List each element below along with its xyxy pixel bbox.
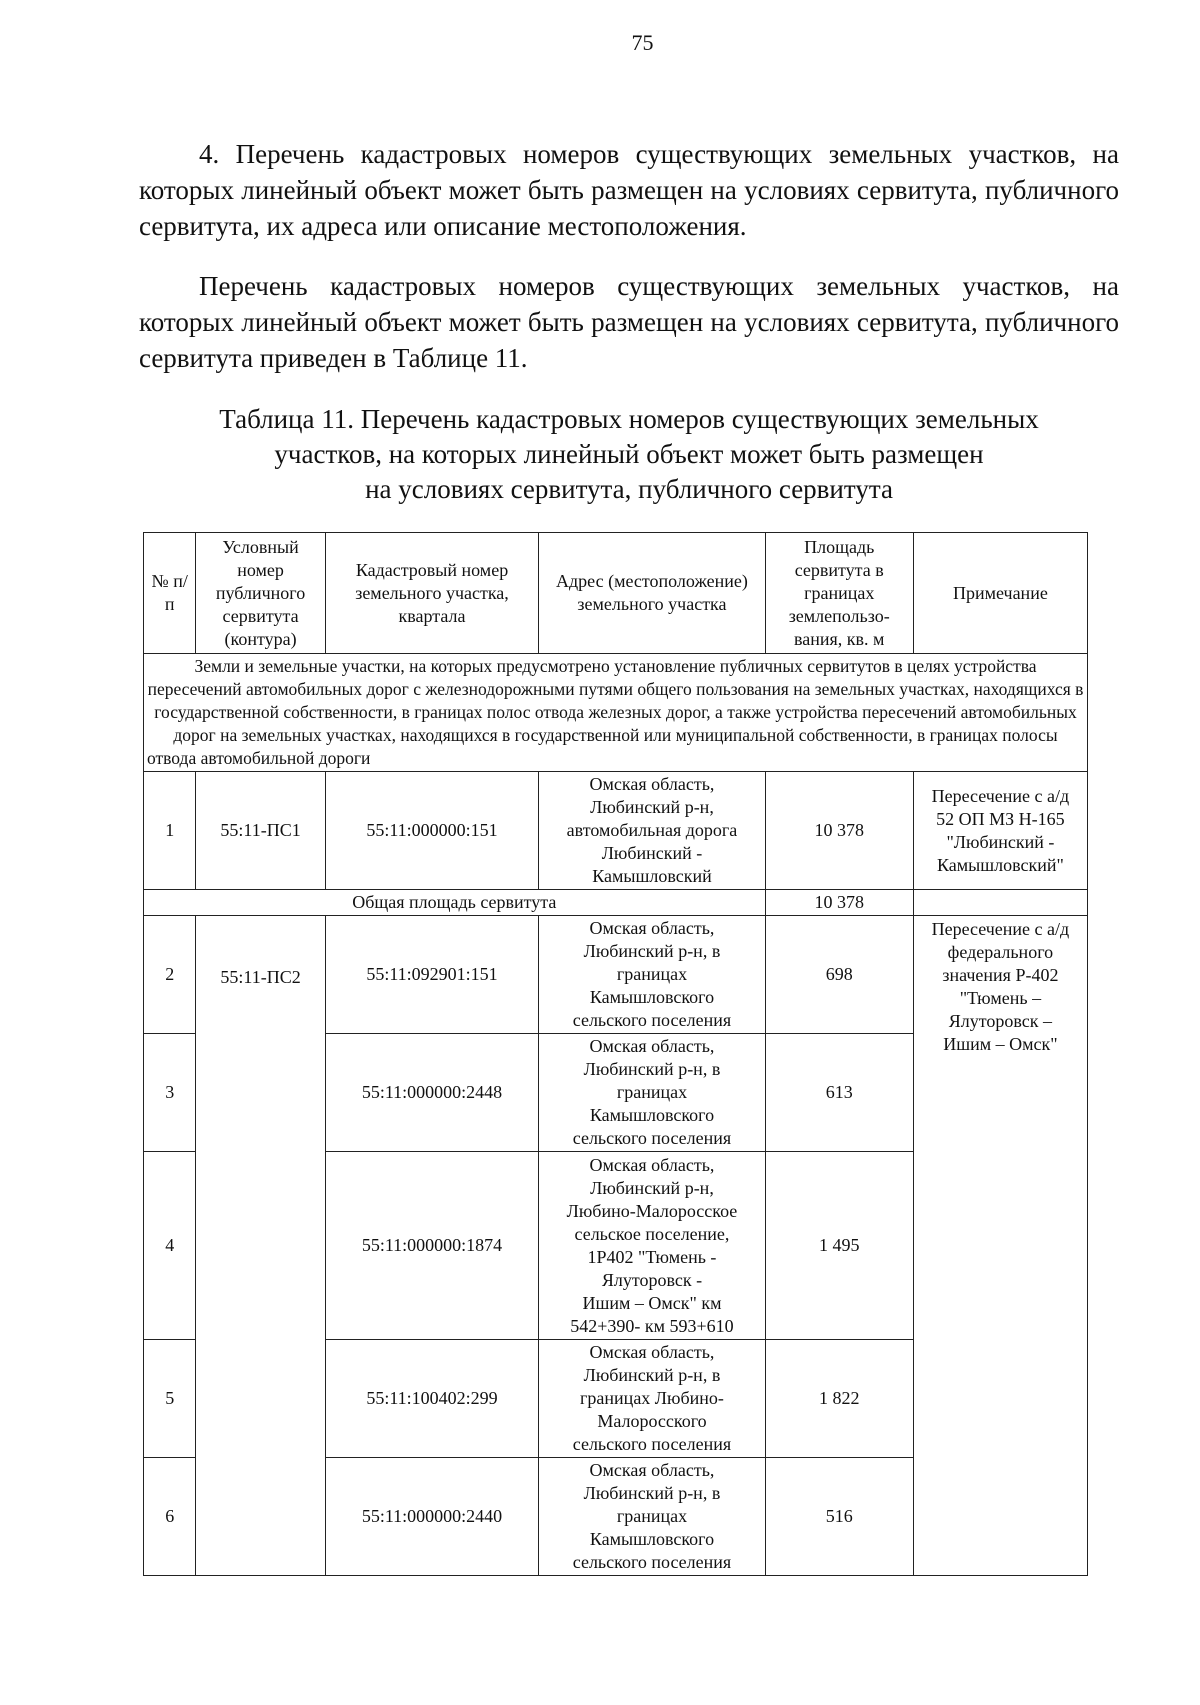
row-conditional-number: 55:11-ПС2 [196,916,325,1576]
row-address [539,1340,765,1458]
intro-paragraph [139,268,1119,376]
row-note [913,772,1087,890]
address-line: Любинский р-н, [590,797,714,817]
address-line: Омская область, [589,918,715,938]
address-line: 542+390- км 593+610 [570,1315,734,1336]
intro-paragraph-text: Перечень кадастровых номеров существующих земельных участков, на которых линейный объект может быть размещен на условиях сервитута, публичного сервитута приведен в Таблице 11. [139,271,1119,373]
table-caption-line-3: на условиях сервитута, публичного сервитута [365,474,893,504]
row-area: 1 822 [765,1340,913,1458]
header-area: Площадь сервитута в границах землепользо-вания, кв. м [765,533,913,654]
row-cadastral-number: 55:11:092901:151 [325,916,539,1034]
table-header-row [144,533,1088,654]
table-row [144,772,1088,890]
row-address [539,772,765,890]
header-note: Примечание [913,533,1087,654]
address-line: границах [616,964,688,984]
row-num: 4 [144,1152,196,1340]
address-line: 1Р402 "Тюмень - [587,1246,717,1267]
address-line: сельское поселение, [574,1223,730,1244]
address-line: границах Любино- [580,1388,724,1408]
row-cadastral-number: 55:11:000000:2448 [325,1034,539,1152]
total-area: 10 378 [765,890,913,916]
section-heading [139,136,1119,244]
address-line: Камышловский [592,866,712,886]
page-number: 75 [631,30,654,55]
address-line: Камышловского [589,1529,715,1549]
address-line: Омская область, [589,774,715,794]
note-line: Камышловский" [936,854,1064,875]
total-label: Общая площадь сервитута [144,890,766,916]
row-area: 516 [765,1458,913,1576]
address-line: сельского поселения [572,1434,732,1454]
address-line: Любино-Малоросское [566,1200,738,1221]
row-address [539,916,765,1034]
row-area: 698 [765,916,913,1034]
address-line: Любинский р-н, в [583,1059,721,1079]
row-note [913,916,1087,1576]
address-line: Ишим – Омск" км [582,1292,722,1313]
address-line: границах [616,1506,688,1526]
section-heading-text: 4. Перечень кадастровых номеров существующих земельных участков, на которых линейный объект может быть размещен на условиях сервитута, публичного сервитута, их адреса или описание местоположения. [139,139,1119,241]
note-line: Ялуторовск – [948,1011,1053,1031]
total-note-empty [913,890,1087,916]
row-num: 1 [144,772,196,890]
row-num: 3 [144,1034,196,1152]
address-line: Камышловского [589,1105,715,1125]
table-caption [139,402,1119,507]
row-address [539,1034,765,1152]
address-line: Любинский р-н, в [583,1365,721,1385]
address-line: сельского поселения [572,1128,732,1148]
row-area: 1 495 [765,1152,913,1340]
total-row [144,890,1088,916]
address-line: Малоросского [597,1411,707,1431]
note-line: 52 ОП МЗ Н-165 [936,808,1065,829]
header-conditional-number: Условный номер публичного сервитута (контура) [196,533,325,654]
address-line: Камышловского [589,987,715,1007]
address-line: сельского поселения [572,1010,732,1030]
row-cadastral-number: 55:11:000000:1874 [325,1152,539,1340]
row-num: 2 [144,916,196,1034]
address-line: Ялуторовск - [601,1269,703,1290]
row-area: 613 [765,1034,913,1152]
row-cadastral-number: 55:11:100402:299 [325,1340,539,1458]
note-line: федерального [947,942,1054,962]
row-address [539,1458,765,1576]
header-address: Адрес (местоположение) земельного участка [539,533,765,654]
address-line: Омская область, [589,1460,715,1480]
address-line: границах [616,1082,688,1102]
address-line: Любинский р-н, в [583,1483,721,1503]
address-line: Любинский - [601,843,703,863]
header-cadastral-number: Кадастровый номер земельного участка, квартала [325,533,539,654]
note-line: Пересечение с а/д [931,919,1070,939]
note-line: "Любинский - [946,831,1055,852]
address-line: сельского поселения [572,1552,732,1572]
row-num: 6 [144,1458,196,1576]
row-address [539,1152,765,1340]
address-line: Омская область, [589,1342,715,1362]
note-line: Пересечение с а/д [931,785,1070,806]
row-cadastral-number: 55:11:000000:151 [325,772,539,890]
note-line: значения Р-402 [942,965,1059,985]
note-line: "Тюмень – [959,988,1042,1008]
address-line: Омская область, [589,1154,715,1175]
address-line: Омская область, [589,1036,715,1056]
address-line: автомобильная дорога [566,820,738,840]
table-row [144,916,1088,1034]
servitude-table [143,532,1088,1576]
note-line: Ишим – Омск" [943,1034,1058,1054]
section-row [144,654,1088,772]
table-caption-line-2: участков, на которых линейный объект может быть размещен [274,439,984,469]
section-description: Земли и земельные участки, на которых предусмотрено установление публичных сервитутов в целях устройства пересечений автомобильных дорог с железнодорожными путями общего пользования на земельных участках, находящихся в государственной собственности, в границах полос отвода железных дорог, а также устройства пересечений автомобильных дорог на земельных участках, находящихся в государственной или муниципальной собственности, в границах полосы отвода автомобильной дороги [144,654,1088,772]
table-caption-line-1: Таблица 11. Перечень кадастровых номеров существующих земельных [219,404,1039,434]
row-area: 10 378 [765,772,913,890]
row-num: 5 [144,1340,196,1458]
address-line: Любинский р-н, в [583,941,721,961]
row-cadastral-number: 55:11:000000:2440 [325,1458,539,1576]
header-num: № п/п [144,533,196,654]
row-conditional-number: 55:11-ПС1 [196,772,325,890]
address-line: Любинский р-н, [590,1177,714,1198]
